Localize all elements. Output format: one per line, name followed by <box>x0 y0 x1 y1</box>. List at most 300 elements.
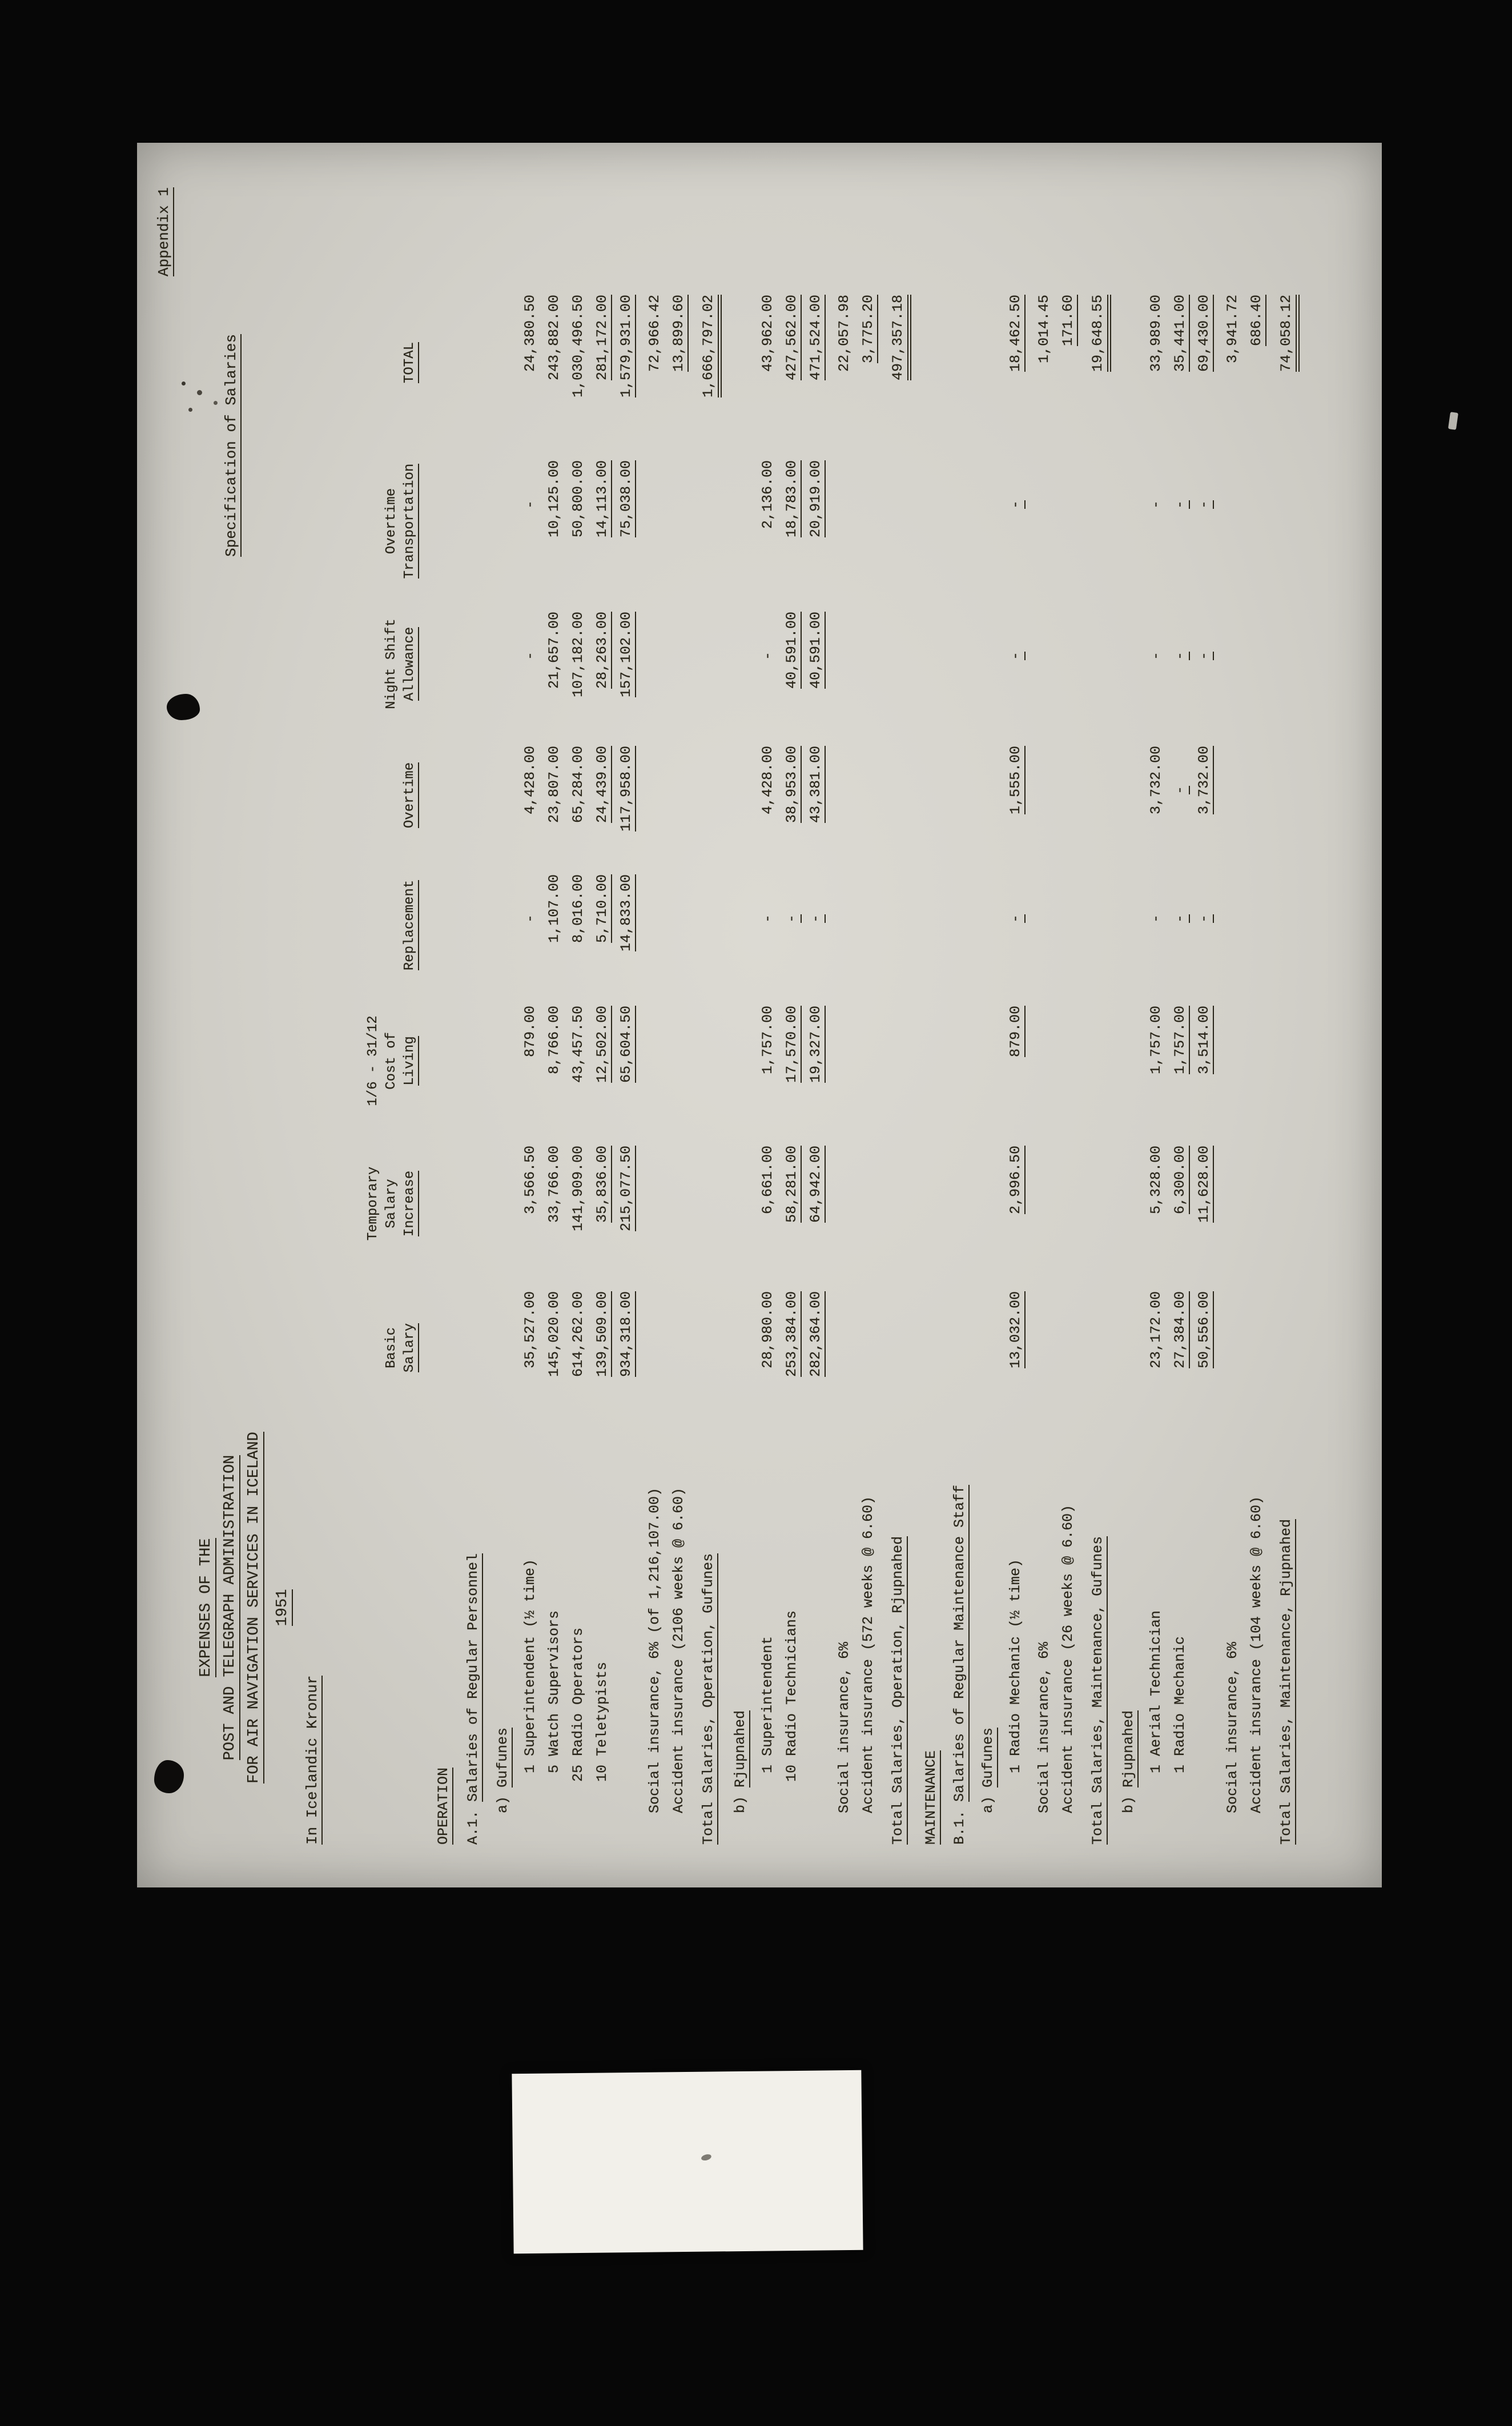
table-cell <box>976 1131 1000 1276</box>
table-cell <box>729 1131 753 1276</box>
row-label <box>432 1419 456 1845</box>
table-cell <box>1274 1131 1298 1276</box>
table-cell <box>518 1276 542 1419</box>
cell-value: - <box>1196 500 1214 509</box>
row-label-text: Total Salaries, Operation, Gufunes <box>700 1553 718 1845</box>
cell-value: 14,833.00 <box>618 874 636 951</box>
table-cell <box>804 597 828 731</box>
cell-value: 471,524.00 <box>807 295 826 380</box>
row-label-text: Total Salaries, Operation, Rjupnahed <box>890 1536 908 1845</box>
table-cell <box>1086 597 1110 731</box>
table-cell <box>432 859 456 991</box>
cell-value: 64,942.00 <box>807 1146 826 1223</box>
table-row <box>948 188 972 1845</box>
row-label <box>614 1419 638 1845</box>
table-cell <box>1192 597 1216 731</box>
table-cell <box>614 597 638 731</box>
cell-value: 24,380.50 <box>522 295 538 372</box>
cell-value: - <box>1007 914 1026 923</box>
column-header-text: Night Shift <box>384 618 399 709</box>
table-cell <box>804 991 828 1131</box>
cell-value: 1,107.00 <box>546 874 562 943</box>
table-cell <box>491 859 515 991</box>
table-row <box>886 188 910 1845</box>
table-cell <box>1056 859 1080 991</box>
table-cell <box>542 1131 566 1276</box>
cell-value: 4,428.00 <box>522 746 538 815</box>
cell-value: 43,962.00 <box>759 295 776 372</box>
table-cell <box>518 1131 542 1276</box>
cell-value: 3,566.50 <box>522 1146 538 1215</box>
row-label <box>542 1419 566 1845</box>
table-cell <box>780 1131 804 1276</box>
cell-value: - <box>1148 914 1164 923</box>
row-label-text: Social insurance, 6% <box>1036 1641 1052 1813</box>
cell-value: 19,327.00 <box>807 1006 826 1083</box>
cell-value: 145,020.00 <box>546 1291 562 1377</box>
column-headers <box>332 280 419 1845</box>
table-cell <box>643 731 667 859</box>
table-cell <box>566 597 590 731</box>
table-cell <box>919 1131 943 1276</box>
table-cell <box>833 1131 856 1276</box>
column-header-line <box>383 618 401 709</box>
table-row <box>1245 188 1269 1845</box>
document-content <box>137 143 1382 1887</box>
title-line: EXPENSES OF THE <box>194 1408 218 1808</box>
table-cell <box>1245 991 1269 1131</box>
table-row <box>432 188 456 1845</box>
table-cell <box>590 280 614 445</box>
cell-value: 17,570.00 <box>783 1006 802 1083</box>
row-label-prefix: b) <box>1120 1787 1137 1813</box>
cell-value: - <box>1172 786 1190 794</box>
ink-blot <box>167 694 200 720</box>
cell-value: 50,800.00 <box>570 460 586 538</box>
cell-value: - <box>522 500 538 509</box>
cell-value: 72,966.42 <box>646 295 663 372</box>
table-cell <box>491 445 515 597</box>
appendix-label <box>155 187 172 276</box>
table-cell <box>491 280 515 445</box>
document-title <box>194 1408 295 1808</box>
cell-value: 1,555.00 <box>1007 746 1026 814</box>
table-row <box>780 188 804 1845</box>
column-header <box>332 445 419 597</box>
table-cell <box>1245 597 1269 731</box>
row-label-text: 25 Radio Operators <box>570 1627 586 1782</box>
table-cell <box>886 1131 910 1276</box>
table-cell <box>1032 859 1056 991</box>
table-cell <box>756 731 780 859</box>
cell-value: 1,014.45 <box>1036 295 1052 364</box>
table-row <box>1168 188 1192 1845</box>
column-header-line <box>383 1327 401 1368</box>
table-cell <box>1032 1131 1056 1276</box>
table-cell <box>833 280 856 445</box>
table-cell <box>1221 991 1245 1131</box>
table-cell <box>1144 280 1168 445</box>
cell-value: 28,980.00 <box>759 1291 776 1369</box>
row-label <box>667 1419 691 1845</box>
column-header-line <box>401 627 419 701</box>
table-cell <box>1245 280 1269 445</box>
table-cell <box>1168 859 1192 991</box>
table-cell <box>1086 859 1110 991</box>
table-cell <box>886 1276 910 1419</box>
cell-value: 1,757.00 <box>1172 1006 1190 1074</box>
row-label <box>518 1419 542 1845</box>
table-cell <box>976 597 1000 731</box>
table-cell <box>948 991 972 1131</box>
table-cell <box>1004 280 1028 445</box>
table-cell <box>643 1131 667 1276</box>
row-label <box>697 1419 721 1845</box>
film-scratch <box>1448 412 1458 430</box>
title-line: POST AND TELEGRAPH ADMINISTRATION <box>218 1408 242 1808</box>
table-cell <box>542 859 566 991</box>
row-label-text: Salaries of Regular Maintenance Staff <box>951 1485 970 1802</box>
row-label-text: Accident insurance (572 weeks @ 6.60) <box>860 1496 876 1813</box>
row-label <box>590 1419 614 1845</box>
table-cell <box>756 445 780 597</box>
cell-value: 117,958.00 <box>618 746 636 832</box>
cell-value: 3,732.00 <box>1196 746 1214 814</box>
scanned-page <box>137 143 1382 1887</box>
table-cell <box>1004 445 1028 597</box>
row-label-text: 1 Superintendent <box>759 1636 776 1782</box>
row-label-text: Salaries of Regular Personnel <box>465 1553 483 1802</box>
row-label-text: Accident insurance (26 weeks @ 6.60) <box>1060 1504 1076 1813</box>
row-label <box>566 1419 590 1845</box>
table-cell <box>643 991 667 1131</box>
table-cell <box>1274 445 1298 597</box>
table-cell <box>643 859 667 991</box>
table-cell <box>566 991 590 1131</box>
cell-value: 3,732.00 <box>1148 746 1164 815</box>
row-label-text: Accident insurance (104 weeks @ 6.60) <box>1248 1496 1265 1813</box>
table-cell <box>667 445 691 597</box>
cell-value: 40,591.00 <box>807 612 826 689</box>
table-cell <box>461 445 485 597</box>
table-cell <box>780 859 804 991</box>
table-cell <box>756 1276 780 1419</box>
row-label <box>833 1419 856 1845</box>
cell-value: 497,357.18 <box>890 295 911 380</box>
column-header-line <box>401 1323 419 1372</box>
cell-value: 253,384.00 <box>783 1291 802 1377</box>
cell-value: 1,030,496.50 <box>570 295 586 398</box>
table-cell <box>780 280 804 445</box>
column-header-text: Cost of <box>384 1032 399 1090</box>
table-cell <box>1192 445 1216 597</box>
table-cell <box>461 1276 485 1419</box>
cell-value: 2,136.00 <box>759 460 776 529</box>
appendix-text: Appendix 1 <box>155 187 174 276</box>
column-header-line <box>383 1032 401 1090</box>
table-cell <box>856 1276 880 1419</box>
dust-specks <box>182 381 186 385</box>
column-header-line <box>401 464 419 579</box>
table-cell <box>1004 991 1028 1131</box>
table-cell <box>1168 445 1192 597</box>
cell-value: 107,182.00 <box>570 612 586 698</box>
table-cell <box>566 445 590 597</box>
cell-value: 686.40 <box>1248 295 1266 346</box>
row-label <box>1221 1419 1245 1845</box>
cell-value: 614,262.00 <box>570 1291 586 1377</box>
table-cell <box>856 731 880 859</box>
row-label <box>1117 1419 1141 1845</box>
table-cell <box>919 859 943 991</box>
table-cell <box>1117 1276 1141 1419</box>
table-cell <box>590 991 614 1131</box>
cell-value: 157,102.00 <box>618 612 636 697</box>
table-cell <box>491 991 515 1131</box>
column-header-text: Allowance <box>402 627 419 701</box>
table-cell <box>643 597 667 731</box>
column-header-text: Overtime <box>384 488 399 555</box>
table-row <box>566 188 590 1845</box>
table-cell <box>542 991 566 1131</box>
column-header-line <box>401 1036 419 1085</box>
row-label-prefix: a) <box>494 1787 511 1813</box>
table-cell <box>948 731 972 859</box>
table-cell <box>1086 280 1110 445</box>
row-label-prefix: a) <box>980 1787 996 1813</box>
table-cell <box>461 597 485 731</box>
cell-value: 281,172.00 <box>594 295 612 380</box>
table-cell <box>729 445 753 597</box>
table-row <box>729 188 753 1845</box>
table-cell <box>976 859 1000 991</box>
table-cell <box>1274 597 1298 731</box>
row-label <box>886 1419 910 1845</box>
table-cell <box>948 280 972 445</box>
table-cell <box>1086 1276 1110 1419</box>
table-cell <box>780 1276 804 1419</box>
table-cell <box>1086 1131 1110 1276</box>
column-header <box>332 1131 419 1276</box>
table-cell <box>491 731 515 859</box>
table-cell <box>590 1131 614 1276</box>
table-cell <box>518 280 542 445</box>
cell-value: - <box>759 914 776 923</box>
table-row <box>804 188 828 1845</box>
row-label <box>1168 1419 1192 1845</box>
table-cell <box>614 1276 638 1419</box>
table-cell <box>1168 1131 1192 1276</box>
table-cell <box>432 731 456 859</box>
table-cell <box>729 991 753 1131</box>
table-cell <box>1168 731 1192 859</box>
table-cell <box>833 445 856 597</box>
table-cell <box>976 1276 1000 1419</box>
table-row <box>833 188 856 1845</box>
row-label <box>1086 1419 1110 1845</box>
column-header-line <box>364 1167 383 1241</box>
column-header-text: TOTAL <box>402 342 419 383</box>
table-cell <box>566 280 590 445</box>
table-cell <box>976 445 1000 597</box>
cell-value: 141,909.00 <box>570 1146 586 1232</box>
table-cell <box>1056 445 1080 597</box>
row-label <box>1032 1419 1056 1845</box>
table-cell <box>919 991 943 1131</box>
cell-value: 23,807.00 <box>546 746 562 824</box>
row-label-text: 10 Radio Technicians <box>783 1610 800 1782</box>
column-header-text: Overtime <box>402 762 419 828</box>
row-label <box>1004 1419 1028 1845</box>
table-cell <box>1117 1131 1141 1276</box>
table-cell <box>1221 280 1245 445</box>
row-label-prefix: A.1. <box>465 1801 481 1845</box>
cell-value: 35,836.00 <box>594 1146 612 1223</box>
table-row <box>518 188 542 1845</box>
table-row <box>1117 188 1141 1845</box>
table-cell <box>542 445 566 597</box>
row-label <box>461 1419 485 1845</box>
table-row <box>461 188 485 1845</box>
table-cell <box>1144 731 1168 859</box>
table-cell <box>1221 1276 1245 1419</box>
table-cell <box>542 1276 566 1419</box>
table-row <box>1056 188 1080 1845</box>
table-cell <box>1032 597 1056 731</box>
table-cell <box>919 597 943 731</box>
table-cell <box>1221 731 1245 859</box>
table-cell <box>1245 1131 1269 1276</box>
table-cell <box>590 597 614 731</box>
table-cell <box>804 445 828 597</box>
cell-value: - <box>1148 652 1164 661</box>
table-cell <box>1004 597 1028 731</box>
cell-value: - <box>1007 500 1026 509</box>
cell-value: - <box>1148 500 1164 509</box>
table-cell <box>919 731 943 859</box>
table-cell <box>1144 991 1168 1131</box>
table-cell <box>667 280 691 445</box>
row-label <box>919 1419 943 1845</box>
row-label-text: Rjupnahed <box>1120 1710 1139 1788</box>
table-cell <box>886 859 910 991</box>
table-cell <box>833 991 856 1131</box>
cell-value: - <box>807 914 826 923</box>
card-smudge <box>701 2153 712 2161</box>
table-cell <box>1086 991 1110 1131</box>
cell-value: 282,364.00 <box>807 1291 826 1377</box>
row-label <box>1274 1419 1298 1845</box>
table-cell <box>1192 731 1216 859</box>
table-cell <box>1117 280 1141 445</box>
table-cell <box>542 731 566 859</box>
table-cell <box>667 1276 691 1419</box>
cell-value: 27,384.00 <box>1172 1291 1190 1368</box>
column-header-line <box>383 488 401 554</box>
table-row <box>976 188 1000 1845</box>
column-header-text: 1/6 - 31/12 <box>365 1015 381 1106</box>
table-cell <box>697 731 721 859</box>
column-header-text: Replacement <box>402 880 419 970</box>
table-cell <box>697 280 721 445</box>
cell-value: 35,441.00 <box>1172 295 1190 372</box>
table-cell <box>1192 991 1216 1131</box>
table-cell <box>1086 445 1110 597</box>
spec-heading: Specification of Salaries <box>223 334 240 557</box>
table-cell <box>976 280 1000 445</box>
table-cell <box>667 991 691 1131</box>
table-cell <box>1245 445 1269 597</box>
table-cell <box>780 991 804 1131</box>
table-cell <box>491 1131 515 1276</box>
table-cell <box>886 445 910 597</box>
table-cell <box>643 280 667 445</box>
table-cell <box>643 1276 667 1419</box>
table-row <box>856 188 880 1845</box>
table-cell <box>1056 280 1080 445</box>
table-cell <box>614 280 638 445</box>
cell-value: 6,300.00 <box>1172 1146 1190 1214</box>
cell-value: 14,113.00 <box>594 460 612 537</box>
table-cell <box>542 280 566 445</box>
table-cell <box>432 280 456 445</box>
table-cell <box>432 597 456 731</box>
row-label <box>1245 1419 1269 1845</box>
table-cell <box>1221 597 1245 731</box>
row-label-prefix: B.1. <box>951 1801 968 1845</box>
column-header-text: Living <box>402 1036 419 1085</box>
cell-value: 18,462.50 <box>1007 295 1026 372</box>
table-cell <box>948 445 972 597</box>
row-label-text: 1 Radio Mechanic <box>1172 1636 1188 1782</box>
table-cell <box>1056 1131 1080 1276</box>
table-row <box>491 188 515 1845</box>
table-cell <box>756 991 780 1131</box>
table-cell <box>566 1276 590 1419</box>
row-label <box>948 1419 972 1845</box>
table-cell <box>756 859 780 991</box>
table-cell <box>948 1131 972 1276</box>
table-row <box>1274 188 1298 1845</box>
table-cell <box>432 991 456 1131</box>
table-cell <box>804 859 828 991</box>
table-cell <box>697 859 721 991</box>
cell-value: 5,328.00 <box>1148 1146 1164 1215</box>
table-cell <box>1117 991 1141 1131</box>
column-header-line <box>364 1015 383 1106</box>
table-cell <box>729 859 753 991</box>
row-label-text: MAINTENANCE <box>923 1750 941 1845</box>
cell-value: 6,661.00 <box>759 1146 776 1215</box>
table-cell <box>948 859 972 991</box>
table-row <box>697 188 721 1845</box>
cell-value: 40,591.00 <box>783 612 802 689</box>
table-cell <box>833 731 856 859</box>
table-cell <box>1192 859 1216 991</box>
cell-value: 5,710.00 <box>594 874 612 943</box>
table-cell <box>1086 731 1110 859</box>
cell-value: - <box>522 652 538 661</box>
table-cell <box>729 731 753 859</box>
row-label <box>804 1419 828 1845</box>
table-cell <box>667 731 691 859</box>
film-label-card <box>512 2070 863 2254</box>
table-cell <box>804 1131 828 1276</box>
table-cell <box>804 731 828 859</box>
table-row <box>614 188 638 1845</box>
table-cell <box>729 1276 753 1419</box>
row-label-text: 1 Aerial Technician <box>1148 1610 1164 1782</box>
